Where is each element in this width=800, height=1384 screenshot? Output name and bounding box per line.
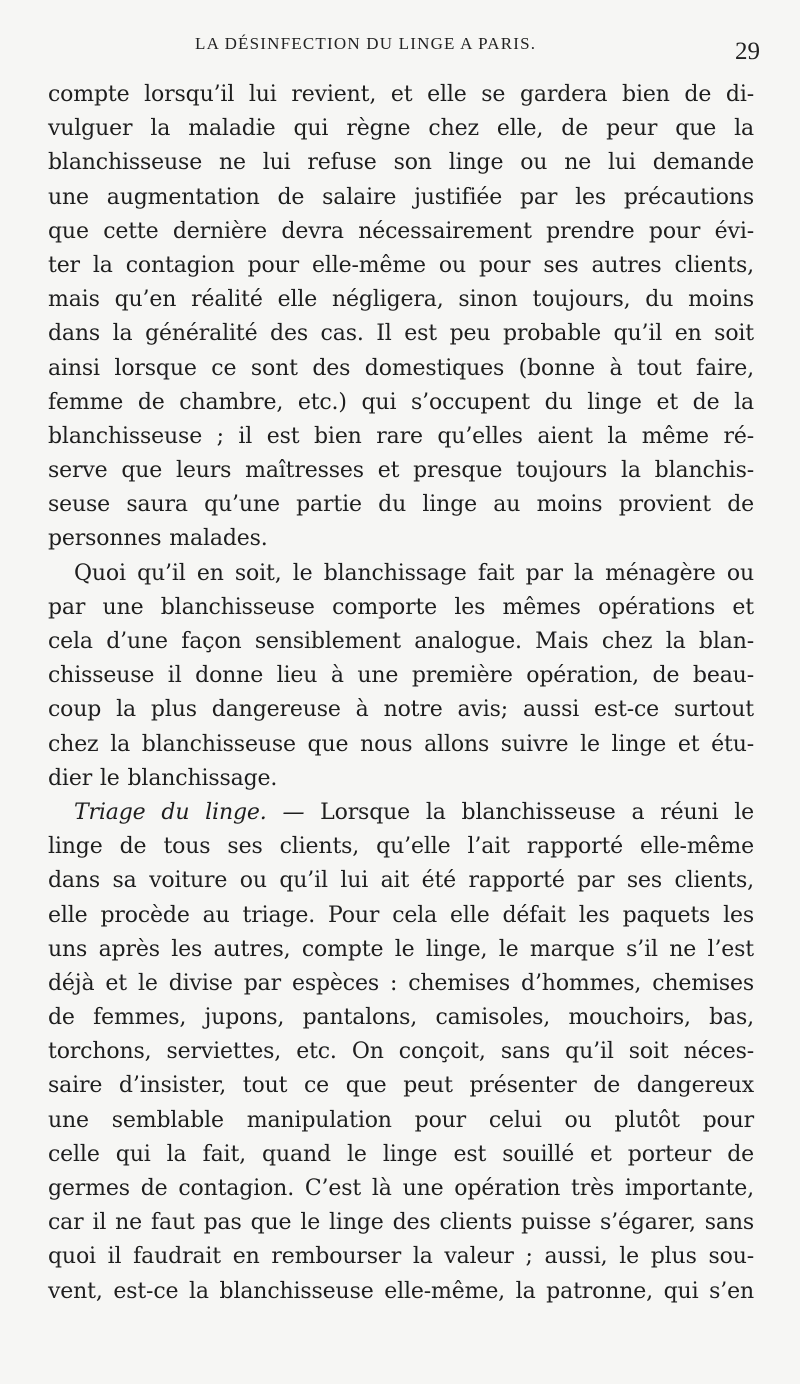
text-line: uns après les autres, compte le linge, le marque s’il ne l’est — [48, 936, 754, 962]
text-line: celle qui la fait, quand le linge est souillé et porteur de — [48, 1141, 754, 1167]
text-line: une augmentation de salaire justifiée par les précautions — [48, 184, 754, 210]
text-line: seuse saura qu’une partie du linge au moins provient de — [48, 492, 754, 518]
text-line: ainsi lorsque ce sont des domestiques (bonne à tout faire, — [48, 355, 754, 381]
text-line: blanchisseuse ; il est bien rare qu’elles aient la même ré- — [48, 423, 754, 449]
text-line: germes de contagion. C’est là une opération très importante, — [48, 1176, 754, 1201]
text-line: chez la blanchisseuse que nous allons suivre le linge et étu- — [48, 731, 754, 757]
text-line: personnes malades. — [48, 526, 268, 552]
section-heading: Triage du linge. — — [74, 799, 305, 825]
text-line: blanchisseuse ne lui refuse son linge ou ne lui demande — [48, 150, 754, 176]
text-line — [48, 796, 754, 830]
text-line: compte lorsqu’il lui revient, et elle se gardera bien de di- — [48, 82, 754, 107]
text-line: saire d’insister, tout ce que peut présenter de dangereux — [48, 1073, 754, 1099]
text-line: femme de chambre, etc.) qui s’occupent du linge et de la — [48, 389, 754, 415]
text-line: que cette dernière devra nécessairement prendre pour évi- — [48, 218, 754, 244]
text-line: car il ne faut pas que le linge des clients puisse s’égarer, sans — [48, 1210, 754, 1236]
text-line: cela d’une façon sensiblement analogue. Mais chez la blan- — [48, 629, 754, 654]
text-line: dans sa voiture ou qu’il lui ait été rapporté par ses clients, — [48, 868, 754, 894]
text-line: linge de tous ses clients, qu’elle l’ait rapporté elle-même — [48, 834, 754, 860]
text-line: une semblable manipulation pour celui ou plutôt pour — [48, 1107, 754, 1133]
text-line: mais qu’en réalité elle négligera, sinon toujours, du moins — [48, 287, 754, 313]
text-line: serve que leurs maîtresses et presque toujours la blanchis- — [48, 458, 754, 484]
running-header: LA DÉSINFECTION DU LINGE A PARIS. — [195, 34, 537, 53]
text-line: dier le blanchissage. — [48, 765, 278, 791]
text-line: Quoi qu’il en soit, le blanchissage fait par la ménagère ou — [74, 560, 754, 586]
text-line: coup la plus dangereuse à notre avis; aussi est-ce surtout — [48, 697, 754, 723]
text-line: torchons, serviettes, etc. On conçoit, sans qu’il soit néces- — [48, 1039, 754, 1065]
text-line: chisseuse il donne lieu à une première opération, de beau- — [48, 663, 754, 689]
text-line: par une blanchisseuse comporte les mêmes opérations et — [48, 594, 754, 620]
text-line: vent, est-ce la blanchisseuse elle-même, la patronne, qui s’en — [48, 1278, 754, 1304]
body-text — [48, 78, 754, 1309]
text-line: déjà et le divise par espèces : chemises d’hommes, chemises — [48, 970, 754, 996]
page-number: 29 — [735, 38, 760, 65]
text-line: quoi il faudrait en rembourser la valeur ; aussi, le plus sou- — [48, 1244, 754, 1270]
text-line: elle procède au triage. Pour cela elle défait les paquets les — [48, 902, 754, 928]
text-line-continuation: Lorsque la blanchisseuse a réuni le — [320, 799, 754, 825]
text-line: dans la généralité des cas. Il est peu probable qu’il en soit — [48, 321, 754, 347]
text-line: ter la contagion pour elle-même ou pour ses autres clients, — [48, 252, 754, 278]
text-line: de femmes, jupons, pantalons, camisoles, mouchoirs, bas, — [48, 1005, 754, 1031]
text-line: vulguer la maladie qui règne chez elle, de peur que la — [48, 116, 754, 142]
